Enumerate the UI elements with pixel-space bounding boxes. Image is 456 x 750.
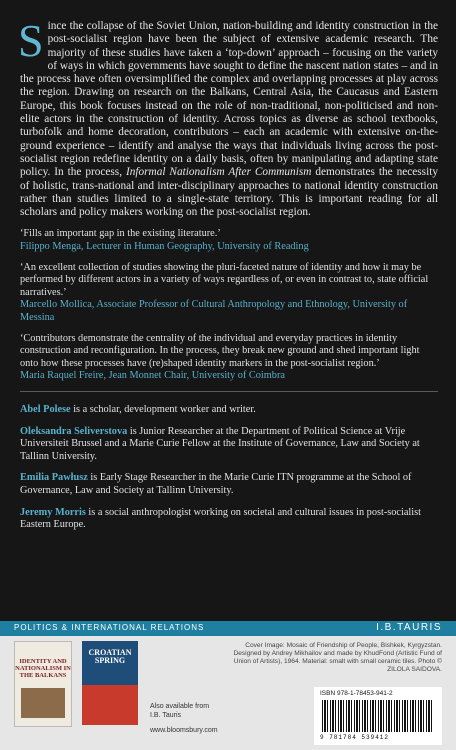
author-name: Jeremy Morris [20,506,86,518]
related-book-cover [82,641,138,725]
quote-text: ‘Fills an important gap in the existing literature.’ [20,228,221,240]
quote-attribution: Marcello Mollica, Associate Professor of Cultural Anthropology and Ethnology, University of Messina [20,299,408,324]
author-name: Abel Polese [20,403,71,415]
barcode [314,687,442,745]
author-name: Emilia Pawłusz [20,472,88,484]
author-bio [20,426,438,464]
author-bio-text: is Junior Researcher at the Department of Political Science at Vrije Universiteit Brussel and a Marie Curie Fellow at the Institute of Governance, Law and Society at Tallinn University. [20,425,420,462]
related-book-title: IDENTITY AND NATIONALISM IN THE BALKANS [15,658,71,679]
barcode-digits: 9 781784 539412 [320,734,390,741]
endorsements [20,228,438,383]
quote-attribution: Filippo Menga, Lecturer in Human Geography, University of Reading [20,241,309,253]
author-bio-text: is a scholar, development worker and writer. [70,403,256,415]
quote-text: ‘Contributors demonstrate the centrality of the individual and everyday practices in identity construction and reconfiguration. In the process, they break new ground and shed important light onto how these processes have (re)shaped identity markers in the post-socialist region.’ [20,332,420,369]
author-bio-text: is a social anthropologist working on societal and cultural issues in post-socialist Eastern Europe. [20,506,422,531]
endorsement [20,333,438,383]
publisher-logo: I.B.TAURIS [376,622,442,633]
author-bio [20,404,438,417]
author-bio-text: is Early Stage Researcher in the Marie Curie ITN programme at the School of Governance, Law and Society at Tallinn University. [20,472,412,496]
endorsement [20,262,438,325]
related-book-cover [14,641,72,727]
blurb-text-2: demonstrates the necessity of holistic, trans-national and inter-disciplinary approaches to national identity construction rather than studies limited to a single-state territory. This is important reading for all scholars and policy makers working on the post-socialist region. [20,166,438,219]
cover-image [21,688,65,718]
quote-text: ‘An excellent collection of studies showing the pluri-faceted nature of identity and how it may be performed by different actors in a variety of ways regardless of, or even in contrast to, state official narratives.’ [20,261,429,298]
author-bio [20,507,438,532]
endorsement [20,228,438,253]
also-available-note: Also available from I.B. Tauris [150,703,210,719]
category-band [0,621,456,636]
book-title: Informal Nationalism After Communism [125,166,312,179]
drop-cap: S [18,15,44,66]
publisher-website: www.bloomsbury.com [150,727,218,734]
quote-attribution: Maria Raquel Freire, Jean Monnet Chair, University of Coimbra [20,370,285,382]
divider [20,391,438,392]
author-bio [20,472,438,497]
isbn-text: ISBN 978-1-78453-941-2 [320,690,393,697]
footer-panel [0,621,456,750]
related-book-title: CROATIAN SPRING [88,648,132,665]
barcode-bars [322,700,434,732]
blurb-text-1: ince the collapse of the Soviet Union, nation-building and identity construction in the post-socialist region have been the subject of extensive academic research. The majority of these studies have taken a ‘top-down’ approach – focusing on the variety of ways in which governments have sought to define the nascent nation states – and in the process have often oversimplified the complex and overlapping processes at play across the region. Drawing on research on the Balkans, Central Asia, the Caucasus and Eastern Europe, this book focuses instead on the role of non-traditional, non-politicised and non-elite actors in the construction of identity. Across topics as diverse as school textbooks, turbofolk and home decoration, contributors – each an academic with extensive on-the-ground experience – identify and analyse the ways that individuals living across the post-socialist region redefine identity on a daily basis, often by manipulating and adapting state policy. In the process, [20,20,438,179]
cover-image [82,685,138,725]
book-blurb [18,15,438,219]
author-bios [20,404,438,532]
author-name: Oleksandra Seliverstova [20,425,128,437]
back-cover-text [18,15,438,541]
cover-image-credit: Cover Image: Mosaic of Friendship of People, Bishkek, Kyrgyzstan. Designed by Andrey Mikhailov and made by KhudFond (Artistic Fund of Union of Artists), 1964. Material: smalt with small ceramic tiles. Photo © ZILOLA SAIDOVA. [233,642,442,673]
subject-category: POLITICS & INTERNATIONAL RELATIONS [14,623,205,632]
